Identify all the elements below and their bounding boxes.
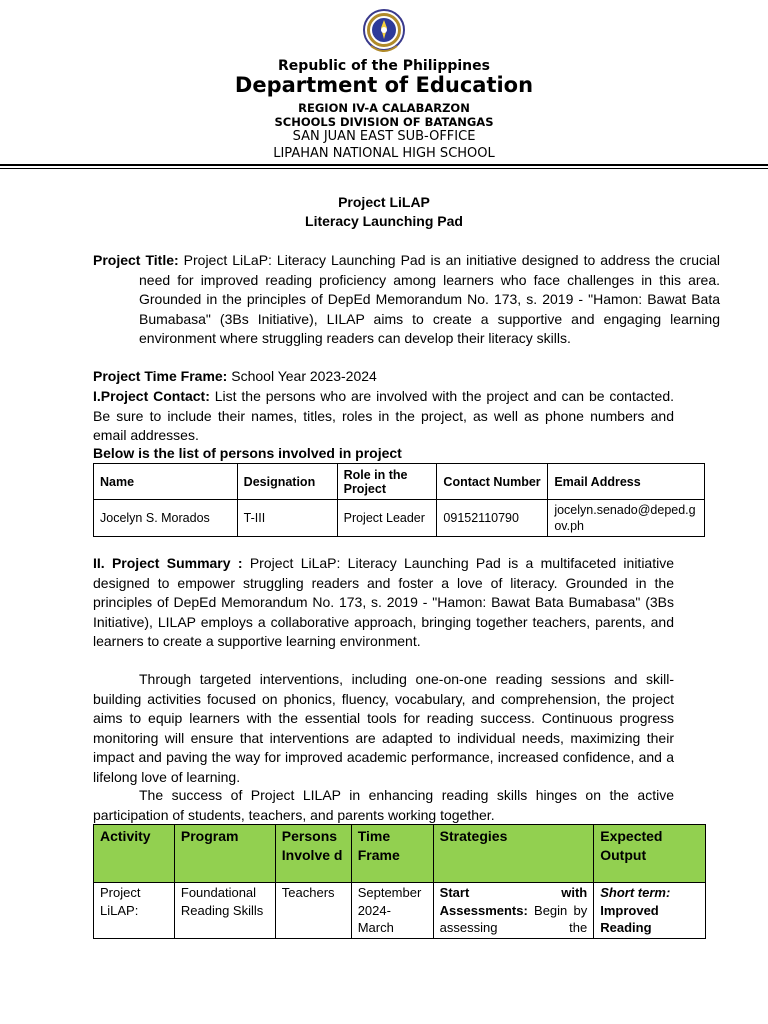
column-header: Program [174, 825, 275, 883]
column-header: Expected Output [594, 825, 706, 883]
project-title-label: Project Title: [93, 252, 179, 268]
table-cell-designation: T-III [237, 500, 337, 537]
header-school: LIPAHAN NATIONAL HIGH SCHOOL [273, 146, 495, 161]
table-cell-persons: Teachers [275, 883, 351, 939]
header-region: REGION IV-A CALABARZON [298, 101, 470, 115]
project-summary-text: Project LiLaP: Literacy Launching Pad is a multifaceted initiative designed to empower struggling readers and foster a love of literacy. Grounded in the principles of DepEd Memorandum No. 173, s. 2019 - "Hamon: Bawat Bata Bumabasa" (3Bs Initiative), LILAP employs a collaborative approach, bringing together teachers, parents, and learners to create a supportive learning environment. [93, 555, 674, 649]
column-header: Strategies [433, 825, 594, 883]
table-cell-program: Foundational Reading Skills [174, 883, 275, 939]
project-summary-label: II. Project Summary : [93, 555, 243, 571]
project-title-paragraph [93, 251, 720, 349]
output-text: Improved Reading [600, 902, 659, 935]
time-frame-paragraph [93, 367, 674, 387]
project-contact-text: List the persons who are involved with the project and can be contacted. Be sure to include their names, titles, roles in the project, as well as phone numbers and email addresses. [93, 388, 674, 443]
column-header: Email Address [548, 464, 705, 500]
project-summary-paragraph [93, 554, 674, 652]
column-header: Activity [94, 825, 175, 883]
time-frame-text: School Year 2023-2024 [227, 368, 377, 384]
table-cell-role: Project Leader [337, 500, 437, 537]
header-divider-thick [0, 164, 768, 166]
column-header: Name [94, 464, 238, 500]
header-division: SCHOOLS DIVISION OF BATANGAS [274, 115, 494, 129]
table-row [94, 883, 706, 939]
project-contact-label: I.Project Contact: [93, 388, 210, 404]
table-cell-name: Jocelyn S. Morados [94, 500, 238, 537]
column-header: Persons Involve d [275, 825, 351, 883]
table-cell-strategies [433, 883, 594, 939]
header-divider-thin [0, 168, 768, 169]
summary-paragraph-2: Through targeted interventions, including one-on-one reading sessions and skill-building activities focused on phonics, fluency, vocabulary, and comprehension, the project aims to equip learners with the essential tools for reading success. Continuous progress monitoring will ensure that interventions are adapted to individual needs, maximizing their impact and paving the way for improved academic performance, increased confidence, and a lifelong love of learning. [93, 671, 674, 785]
column-header: Role in the Project [337, 464, 437, 500]
header-department: Department of Education [234, 73, 534, 97]
deped-seal-icon [362, 6, 406, 58]
table-cell-expected-output [594, 883, 706, 939]
header-sub-office: SAN JUAN EAST SUB-OFFICE [292, 129, 476, 144]
table-cell-contact-number: 09152110790 [437, 500, 548, 537]
column-header: Designation [237, 464, 337, 500]
table-header-row [94, 825, 706, 883]
strategies-text: Begin by assessing the [439, 902, 588, 935]
project-contact-paragraph [93, 387, 674, 446]
column-header: Time Frame [351, 825, 433, 883]
table-cell-activity: Project LiLAP: [94, 883, 175, 939]
table-cell-time-frame: September 2024- March [351, 883, 433, 939]
time-frame-label: Project Time Frame: [93, 368, 228, 384]
table-header-row [94, 464, 705, 500]
project-title-text: Project LiLaP: Literacy Launching Pad is an initiative designed to address the crucial need for improved reading proficiency among learners who face challenges in this area. Grounded in the principles of DepEd Memorandum No. 173, s. 2019 - "Hamon: Bawat Bata Bumabasa" (3Bs Initiative), LILAP aims to create a supportive and engaging learning environment where struggling readers can develop their literacy skills. [139, 252, 720, 346]
output-term: Short term: [600, 885, 671, 900]
table-row [94, 500, 705, 537]
header-republic: Republic of the Philippines [278, 58, 490, 74]
activity-table [93, 824, 706, 939]
project-heading-line2: Literacy Launching Pad [305, 213, 463, 229]
persons-table [93, 463, 705, 537]
column-header: Contact Number [437, 464, 548, 500]
summary-paragraph-3: The success of Project LILAP in enhancing reading skills hinges on the active participation of students, teachers, and parents working together. [93, 787, 674, 823]
strategies-lead: Start with Assessments: [439, 885, 588, 918]
persons-heading: Below is the list of persons involved in project [93, 445, 402, 461]
table-cell-email: jocelyn.senado@deped.gov.ph [548, 500, 705, 537]
project-heading-line1: Project LiLAP [338, 194, 430, 210]
